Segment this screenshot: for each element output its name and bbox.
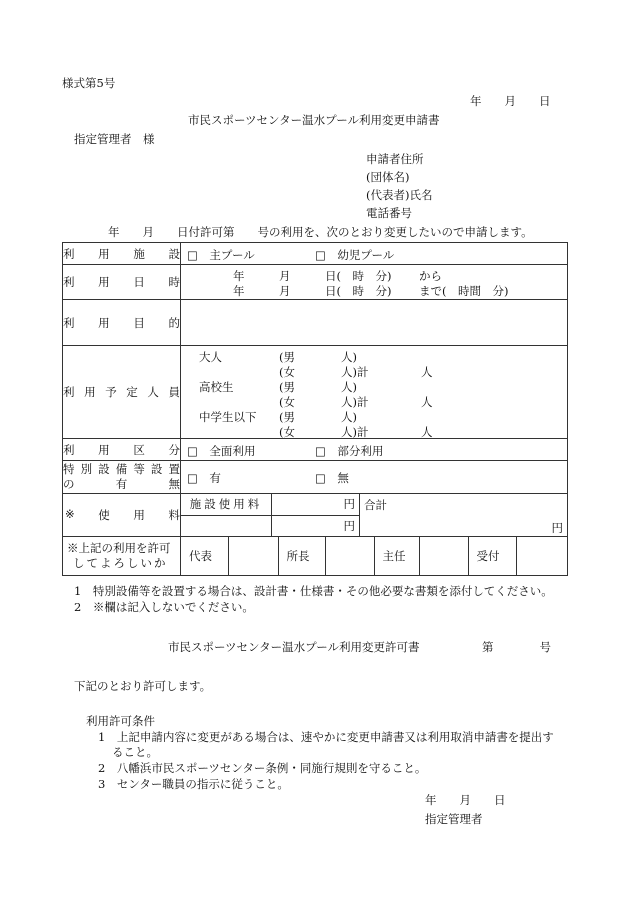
applicant-phone-label: 電話番号 — [366, 206, 412, 220]
stamp-label-reception: 受付 — [468, 537, 516, 575]
persons-junior-label: 中学生以下 — [199, 410, 257, 424]
persons-adult-female: (女 人)計 — [279, 365, 369, 379]
permit-title: 市民スポーツセンター温水プール利用変更許可書 — [168, 640, 420, 654]
addressee: 指定管理者 様 — [74, 132, 155, 146]
persons-highschool-male: (男 人) — [279, 380, 357, 394]
purpose-row — [63, 300, 568, 346]
note-2: 2 ※欄は記入しないでください。 — [74, 600, 254, 614]
condition-1: 1 上記申請内容に変更がある場合は、速やかに変更申請書又は利用取消申請書を提出す — [98, 730, 554, 744]
facility-fee-label: 施設使用料 — [189, 497, 263, 512]
permit-number: 第 号 — [482, 640, 551, 654]
datetime-field[interactable] — [181, 265, 568, 300]
facility-fee-label-cell — [181, 494, 272, 516]
persons-highschool-label: 高校生 — [199, 380, 234, 394]
persons-adult-label: 大人 — [199, 350, 222, 364]
equipment-no-checkbox[interactable]: □ 無 — [315, 471, 349, 485]
fee-other-amount[interactable] — [272, 515, 360, 537]
stamp-box-representative[interactable] — [228, 537, 278, 575]
condition-3: 3 センター職員の指示に従うこと。 — [98, 777, 289, 791]
stamp-box-chief[interactable] — [419, 537, 468, 575]
approval-label-line2: してよろしいか — [73, 556, 168, 570]
persons-highschool-female: (女 人)計 — [279, 395, 369, 409]
fee-row-1 — [63, 494, 568, 516]
persons-highschool-total-unit: 人 — [421, 395, 433, 409]
stamp-box-director[interactable] — [325, 537, 374, 575]
form-title: 市民スポーツセンター温水プール利用変更申請書 — [188, 113, 440, 127]
purpose-field[interactable] — [181, 300, 568, 346]
datetime-from: から — [419, 269, 442, 283]
stamp-label-director: 所長 — [278, 537, 325, 575]
facility-fee-yen: 円 — [343, 497, 355, 512]
equipment-yes-checkbox[interactable]: □ 有 — [187, 471, 221, 485]
purpose-label: 利 用 目 的 — [63, 300, 181, 346]
datetime-end: 年 月 日( 時 分) — [233, 284, 392, 298]
conditions-heading: 利用許可条件 — [86, 714, 155, 728]
fee-total-yen: 円 — [551, 521, 563, 535]
persons-row — [63, 346, 568, 439]
equipment-label — [63, 461, 181, 494]
form-number: 様式第5号 — [62, 76, 116, 90]
permit-statement: 下記のとおり許可します。 — [74, 679, 212, 693]
permit-date: 年 月 日 — [425, 793, 506, 807]
note-1: 1 特別設備等を設置する場合は、設計書・仕様書・その他必要な書類を添付してください。 — [74, 584, 553, 598]
condition-1-continued: ること。 — [112, 745, 158, 759]
persons-adult-male: (男 人) — [279, 350, 357, 364]
persons-adult-total-unit: 人 — [421, 365, 433, 379]
applicant-name-label: (代表者)氏名 — [366, 188, 433, 202]
fee-total-cell[interactable] — [360, 494, 568, 537]
approval-stamp-table — [181, 537, 568, 575]
datetime-row — [63, 265, 568, 300]
approval-label — [63, 537, 181, 576]
persons-junior-female: (女 人)計 — [279, 425, 369, 439]
approval-stamp-area — [181, 537, 568, 576]
facility-main-pool-checkbox[interactable]: □ 主プール — [187, 248, 255, 262]
persons-label: 利 用 予 定 人 員 — [63, 346, 181, 439]
datetime-start: 年 月 日( 時 分) — [233, 269, 392, 283]
equipment-options — [181, 461, 568, 494]
category-full-checkbox[interactable]: □ 全面利用 — [187, 444, 256, 458]
facility-options — [181, 243, 568, 265]
facility-kids-pool-checkbox[interactable]: □ 幼児プール — [315, 248, 395, 262]
stamp-label-representative: 代表 — [181, 537, 228, 575]
fee-label: ※ 使 用 料 — [63, 494, 181, 537]
category-partial-checkbox[interactable]: □ 部分利用 — [315, 444, 384, 458]
applicant-organization-label: (団体名) — [366, 170, 410, 184]
equipment-label-line2: の 有 無 — [63, 477, 180, 491]
datetime-label: 利 用 日 時 — [63, 265, 181, 300]
category-options — [181, 439, 568, 461]
condition-2: 2 八幡浜市民スポーツセンター条例・同施行規則を守ること。 — [98, 761, 427, 775]
facility-row — [63, 243, 568, 265]
facility-label: 利 用 施 設 — [63, 243, 181, 265]
application-date: 年 月 日 — [470, 94, 551, 108]
equipment-row — [63, 461, 568, 494]
persons-field[interactable] — [181, 346, 568, 439]
applicant-address-label: 申請者住所 — [366, 152, 424, 166]
fee-other-yen: 円 — [343, 518, 355, 533]
approval-row — [63, 537, 568, 576]
datetime-until: まで( 時間 分) — [419, 284, 509, 298]
stamp-box-reception[interactable] — [516, 537, 568, 575]
category-label: 利 用 区 分 — [63, 439, 181, 461]
facility-fee-amount[interactable] — [272, 494, 360, 516]
fee-total-label: 合計 — [364, 498, 387, 512]
equipment-label-line1: 特 別 設 備 等 設 置 — [63, 462, 180, 476]
persons-junior-total-unit: 人 — [421, 425, 433, 439]
category-row — [63, 439, 568, 461]
approval-label-line1: ※上記の利用を許可 — [67, 541, 171, 555]
intro-statement: 年 月 日付許可第 号の利用を、次のとおり変更したいので申請します。 — [108, 225, 533, 239]
application-form-table — [62, 242, 568, 576]
fee-blank-cell — [181, 515, 272, 537]
persons-junior-male: (男 人) — [279, 410, 357, 424]
stamp-label-chief: 主任 — [374, 537, 419, 575]
permit-signer: 指定管理者 — [425, 812, 483, 826]
